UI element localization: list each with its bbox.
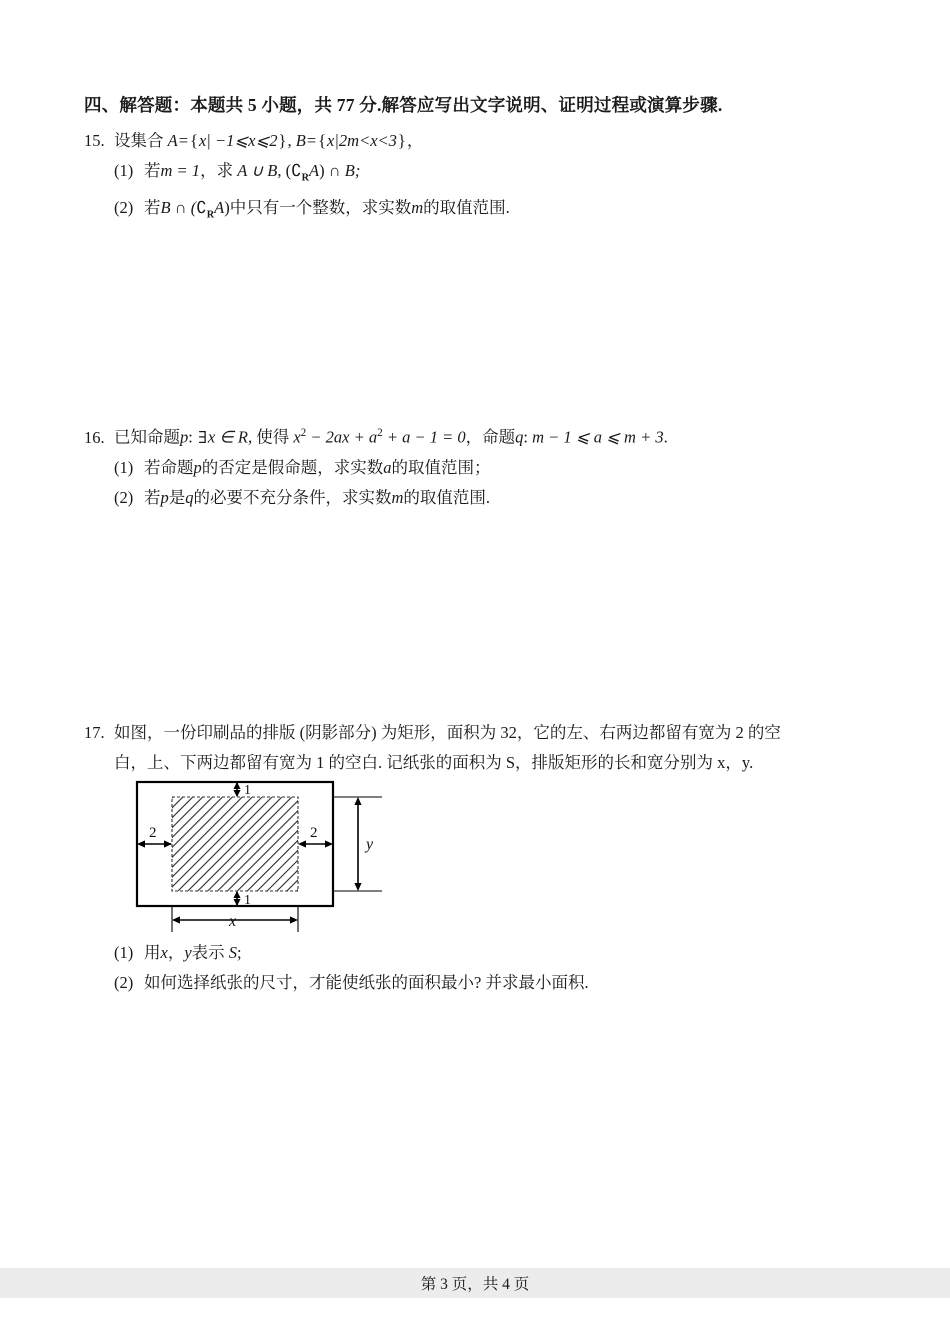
q15p1-paren-close: )	[319, 161, 325, 180]
complement-icon: ∁	[291, 161, 302, 180]
question-17-part-2-label: (2)	[114, 973, 134, 992]
question-16-part-2-body	[144, 483, 668, 513]
complement-icon: ∁	[196, 198, 207, 218]
question-15-stem-body: 设集合 A= {x| −1⩽x⩽2}, B= {x|2m<x<3}，	[114, 131, 424, 150]
section-heading: 四、解答题：本题共 5 小题，共 77 分.解答应写出文字说明、证明过程或演算步骤.	[84, 95, 723, 115]
q16p2-head: 若	[144, 487, 161, 507]
question-17-parts	[84, 938, 589, 998]
q15-setA-name: A	[167, 131, 178, 150]
q15p1-qiu: ，求	[200, 161, 234, 180]
question-16	[84, 418, 668, 513]
question-15	[84, 126, 510, 231]
question-15-part-1	[84, 156, 510, 193]
q16-eq-tail: + a − 1 = 0	[382, 427, 466, 447]
q16p1-head: 若命题	[144, 457, 194, 477]
q16-comma2: ，命题	[465, 427, 516, 447]
height-dimension-y	[333, 797, 382, 891]
question-16-part-2-label: (2)	[114, 487, 134, 507]
q15p2-expr-head: B ∩ (	[160, 198, 197, 218]
q17p1-sep: ，	[167, 943, 185, 962]
printing-layout-svg	[120, 770, 420, 935]
q17p1-head: 用	[144, 943, 161, 962]
q15p2-ruo: 若	[144, 198, 161, 218]
q15-setB-name: B	[295, 131, 306, 150]
question-17-stem-line-1	[84, 718, 781, 748]
q15p2-tail: 的取值范围.	[423, 198, 510, 218]
question-15-part-1-body	[144, 156, 510, 193]
margin-right-label: 2	[310, 825, 318, 841]
question-15-number: 15.	[84, 131, 105, 150]
q16p2-var2: q	[185, 487, 194, 507]
q16p2-var1: p	[160, 487, 169, 507]
margin-left-label: 2	[149, 825, 157, 841]
question-15-stem	[84, 126, 510, 156]
q15p1-ruo: 若	[144, 161, 161, 180]
question-16-part-1	[84, 453, 668, 483]
question-16-stem	[84, 418, 668, 453]
q16-lead: 已知命题	[114, 427, 180, 447]
printing-layout-diagram	[120, 770, 420, 935]
q15-setB-body: x|2m<x<3	[327, 131, 397, 150]
question-17-stem-text-1: 如图，一份印刷品的排版 (阴影部分) 为矩形，面积为 32，它的左、右两边都留有宽为 2 的空	[114, 723, 781, 742]
question-16-part-2	[84, 483, 668, 513]
exists-quantifier-icon: ∃	[197, 427, 207, 447]
q16p2-mid2: 的必要不充分条件，求实数	[193, 487, 392, 507]
q15p2-var: m	[411, 198, 424, 218]
question-17-part-1	[84, 938, 589, 968]
q16-colon1: :	[188, 427, 197, 447]
q15p2-paren-close: )	[224, 198, 230, 218]
question-15-part-1-label: (1)	[114, 161, 134, 180]
q16p2-tail: 的取值范围.	[403, 487, 491, 507]
q16-comma1: ,	[247, 427, 257, 447]
q16p1-mid: 的否定是假命题，求实数	[201, 457, 384, 477]
question-17-part-2	[84, 968, 589, 998]
q15-lead: 设集合	[114, 131, 164, 150]
q15p1-setA: A	[309, 161, 320, 180]
q15p2-mid: 中只有一个整数，求实数	[229, 198, 412, 218]
q16-x-power: 2	[300, 427, 307, 439]
q15p1-expr1: A ∪ B	[237, 161, 278, 180]
question-16-part-1-body	[144, 453, 668, 483]
q15p1-comma: ,	[277, 161, 286, 180]
question-17	[84, 718, 781, 778]
q16-prop-q: q	[515, 427, 524, 447]
q17p1-tail: ;	[237, 943, 242, 962]
q15p1-expr2-tail: ∩ B;	[324, 161, 361, 180]
q16-eq-mid: − 2ax + a	[306, 427, 378, 447]
q15p1-paren-open: (	[285, 161, 292, 180]
question-17-part-1-body	[144, 938, 589, 968]
question-17-part-2-body: 如何选择纸张的尺寸，才能使纸张的面积最小? 并求最小面积.	[144, 973, 589, 992]
height-label-y: y	[366, 836, 374, 853]
q16-colon2: :	[523, 427, 533, 447]
q15p2-setA: A	[214, 198, 225, 218]
q16-prop-p: p	[180, 427, 189, 447]
q17p1-var-x: x	[160, 943, 168, 962]
question-15-part-2	[84, 193, 510, 230]
typeset-shaded-rectangle	[172, 797, 298, 891]
q15-sep: ,	[287, 131, 296, 150]
q17p1-var-S: S	[228, 943, 238, 962]
q15-tail: ，	[406, 131, 424, 150]
q17p1-mid: 表示	[191, 943, 225, 962]
q15p1-complement-sub: R	[301, 172, 310, 184]
q15-setA-body: x| −1⩽x⩽2	[198, 131, 278, 150]
q16-x-in-R: x ∈ R	[207, 427, 248, 447]
q15p2-complement-sub: R	[206, 209, 215, 221]
q16-period: .	[663, 427, 668, 447]
q16p2-mid1: 是	[168, 487, 186, 507]
q16p1-var2: a	[383, 457, 392, 477]
question-16-number: 16.	[84, 427, 105, 447]
question-15-part-2-body	[144, 193, 510, 230]
q16p1-var1: p	[193, 457, 202, 477]
question-17-part-1-label: (1)	[114, 943, 134, 962]
q16p2-var3: m	[391, 487, 404, 507]
question-16-part-1-label: (1)	[114, 457, 134, 477]
q16-a-power: 2	[377, 427, 383, 439]
margin-bottom-label: 1	[244, 893, 251, 908]
q16-eq-x: x	[293, 427, 301, 447]
question-17-number: 17.	[84, 723, 105, 742]
question-17-stem-text-2: 白，上、下两边都留有宽为 1 的空白. 记纸张的面积为 S，排版矩形的长和宽分别为 x，y.	[114, 753, 754, 772]
q16-shide: 使得	[256, 427, 290, 447]
q15p1-cond: m = 1	[160, 161, 201, 180]
question-15-part-2-label: (2)	[114, 198, 134, 218]
margin-top-label: 1	[244, 783, 251, 798]
q16p1-tail: 的取值范围；	[391, 457, 491, 477]
width-label-x: x	[229, 913, 237, 930]
q17p1-var-y: y	[184, 943, 192, 962]
page-footer: 第 3 页，共 4 页	[420, 1276, 530, 1293]
question-16-stem-body	[114, 418, 668, 453]
q16-q-body: m − 1 ⩽ a ⩽ m + 3	[532, 427, 664, 447]
